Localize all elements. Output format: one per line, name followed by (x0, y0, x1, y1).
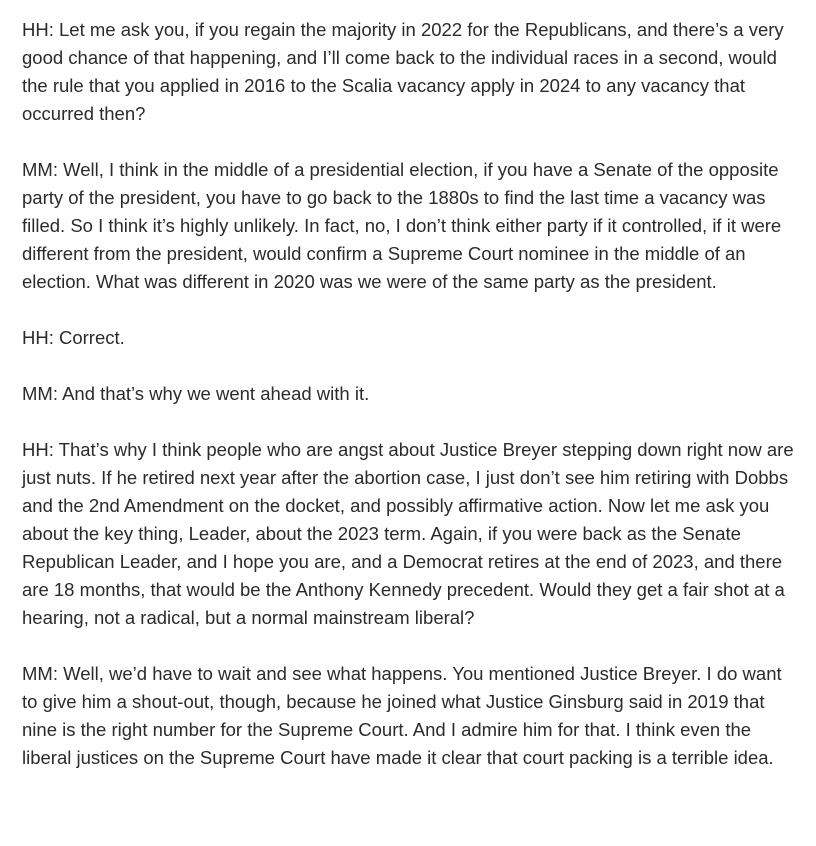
transcript-paragraph: MM: Well, we’d have to wait and see what happens. You mentioned Justice Breyer. I do want to give him a shout-out, though, because he joined what Justice Ginsburg said in 2019 that nine is the right number for the Supreme Court. And I admire him for that. I think even the liberal justices on the Supreme Court have made it clear that court packing is a terrible idea. (22, 663, 782, 768)
transcript-paragraph: HH: Correct. (22, 327, 125, 348)
transcript-paragraph: MM: And that’s why we went ahead with it. (22, 383, 370, 404)
transcript-paragraph: HH: Let me ask you, if you regain the majority in 2022 for the Republicans, and there’s a very good chance of that happening, and I’ll come back to the individual races in a second, would the rule that you applied in 2016 to the Scalia vacancy apply in 2024 to any vacancy that occurred then? (22, 19, 784, 124)
transcript-paragraph: HH: That’s why I think people who are angst about Justice Breyer stepping down right now are just nuts. If he retired next year after the abortion case, I just don’t see him retiring with Dobbs and the 2nd Amendment on the docket, and possibly affirmative action. Now let me ask you about the key thing, Leader, about the 2023 term. Again, if you were back as the Senate Republican Leader, and I hope you are, and a Democrat retires at the end of 2023, and there are 18 months, that would be the Anthony Kennedy precedent. Would they get a fair shot at a hearing, not a radical, but a normal mainstream liberal? (22, 439, 794, 628)
transcript-paragraph: MM: Well, I think in the middle of a presidential election, if you have a Senate of the opposite party of the president, you have to go back to the 1880s to find the last time a vacancy was filled. So I think it’s highly unlikely. In fact, no, I don’t think either party if it controlled, if it were different from the president, would confirm a Supreme Court nominee in the middle of an election. What was different in 2020 was we were of the same party as the president. (22, 159, 782, 292)
